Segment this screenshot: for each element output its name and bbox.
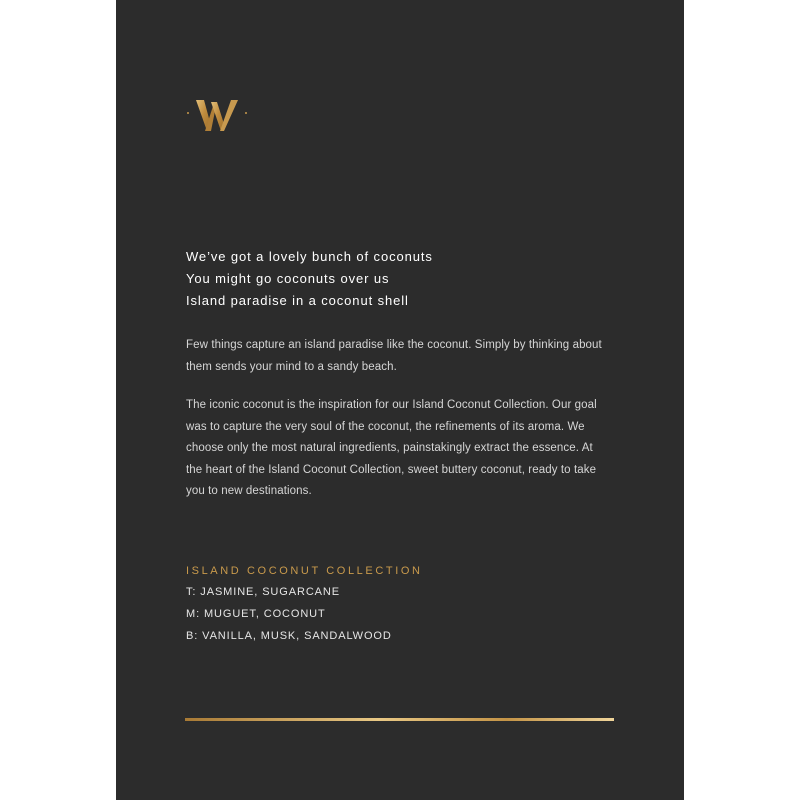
headline-line-1: We’ve got a lovely bunch of coconuts xyxy=(186,249,433,264)
intro-paragraph: Few things capture an island paradise like the coconut. Simply by thinking about them sends your mind to a sandy beach. xyxy=(186,339,602,373)
base-notes: B: VANILLA, MUSK, SANDALWOOD xyxy=(186,630,392,642)
headline-line-2: You might go coconuts over us xyxy=(186,271,390,286)
w-monogram-icon xyxy=(186,96,248,136)
description-paragraph: The iconic coconut is the inspiration for our Island Coconut Collection. Our goal was to capture the very soul of the coconut, the refinements of its aroma. We choose only the most natural ingredients, painstakingly extract the essence. At the heart of the Island Coconut Collection, sweet buttery coconut, ready to take you to new destinations. xyxy=(186,399,597,497)
headline-group xyxy=(186,246,646,312)
collection-section xyxy=(186,561,626,647)
headline-line-3: Island paradise in a coconut shell xyxy=(186,293,409,308)
product-card xyxy=(116,0,684,800)
collection-title: ISLAND COCONUT COLLECTION xyxy=(186,565,423,577)
top-notes: T: JASMINE, SUGARCANE xyxy=(186,586,340,598)
middle-notes: M: MUGUET, COCONUT xyxy=(186,608,326,620)
gold-divider xyxy=(185,718,614,721)
